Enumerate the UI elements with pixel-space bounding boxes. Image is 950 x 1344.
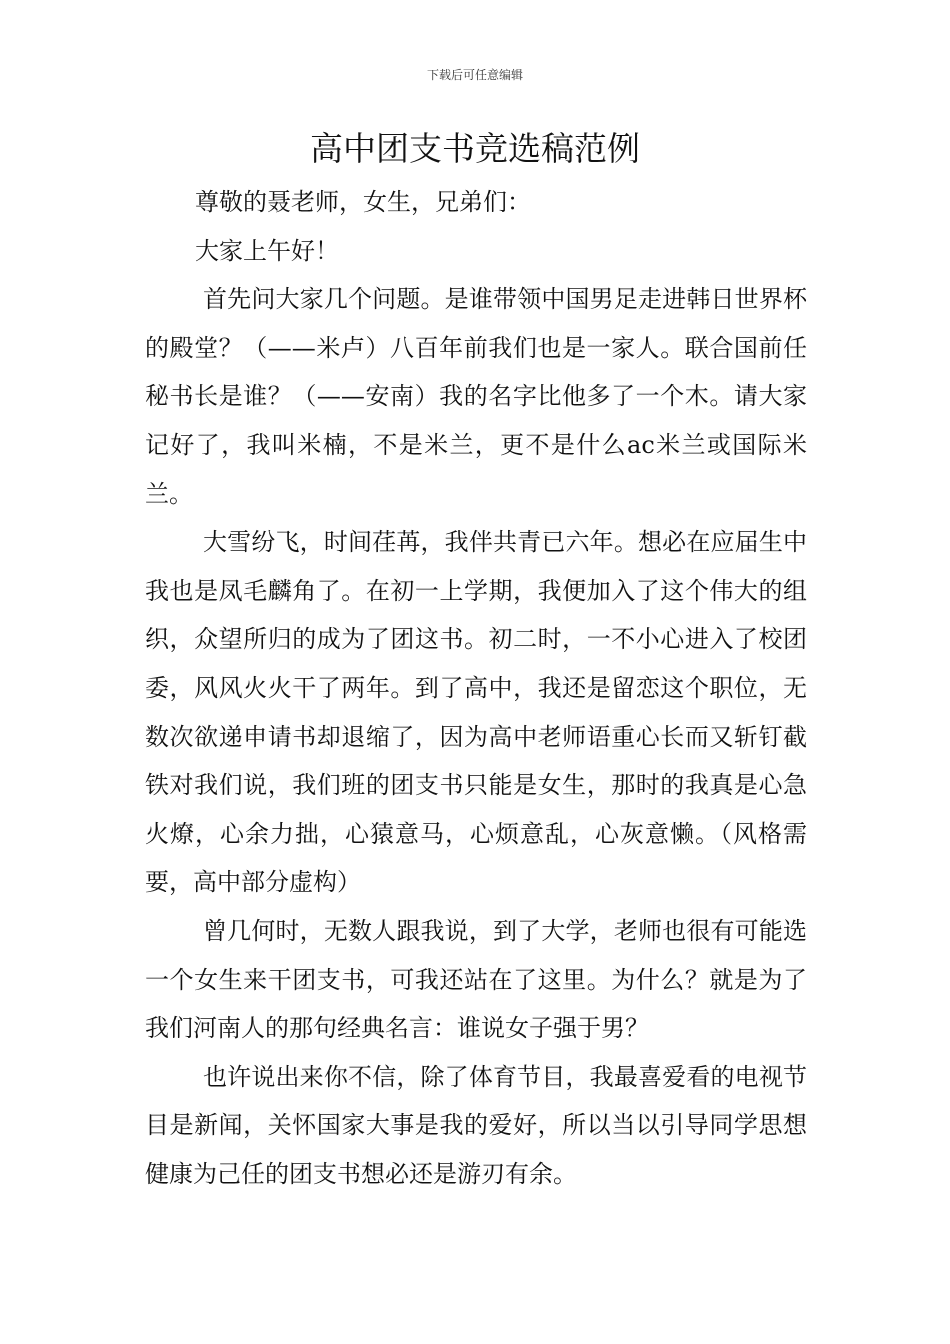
document-title: 高中团支书竞选稿范例 <box>310 129 640 168</box>
page-header-note: 下载后可任意编辑 <box>426 68 523 82</box>
paragraph-1: 首先问大家几个问题。是谁带领中国男足走进韩日世界杯的殿堂？（——米卢）八百年前我们也是一家人。联合国前任秘书长是谁？（——安南）我的名字比他多了一个木。请大家记好了，我叫米楠，不是米兰，更不是什么ac米兰或国际米兰。 <box>145 285 807 508</box>
paragraph-3: 曾几何时，无数人跟我说，到了大学，老师也很有可能选一个女生来干团支书，可我还站在了这里。为什么？就是为了我们河南人的那句经典名言：谁说女子强于男？ <box>145 916 807 1043</box>
greeting: 大家上午好！ <box>195 236 339 265</box>
paragraph-2: 大雪纷飞，时间荏苒，我伴共青已六年。想必在应届生中我也是凤毛麟角了。在初一上学期，我便加入了这个伟大的组织，众望所归的成为了团这书。初二时，一不小心进入了校团委，风风火火干了两年。到了高中，我还是留恋这个职位，无数次欲递申请书却退缩了，因为高中老师语重心长而又斩钉截铁对我们说，我们班的团支书只能是女生，那时的我真是心急火燎，心余力拙，心猿意马，心烦意乱，心灰意懒。（风格需要，高中部分虚构） <box>145 528 807 897</box>
salutation: 尊敬的聂老师，女生，兄弟们： <box>195 188 531 216</box>
paragraph-4: 也许说出来你不信，除了体育节目，我最喜爱看的电视节目是新闻，关怀国家大事是我的爱好，所以当以引导同学思想健康为己任的团支书想必还是游刃有余。 <box>145 1062 807 1188</box>
document-body <box>145 178 807 1198</box>
